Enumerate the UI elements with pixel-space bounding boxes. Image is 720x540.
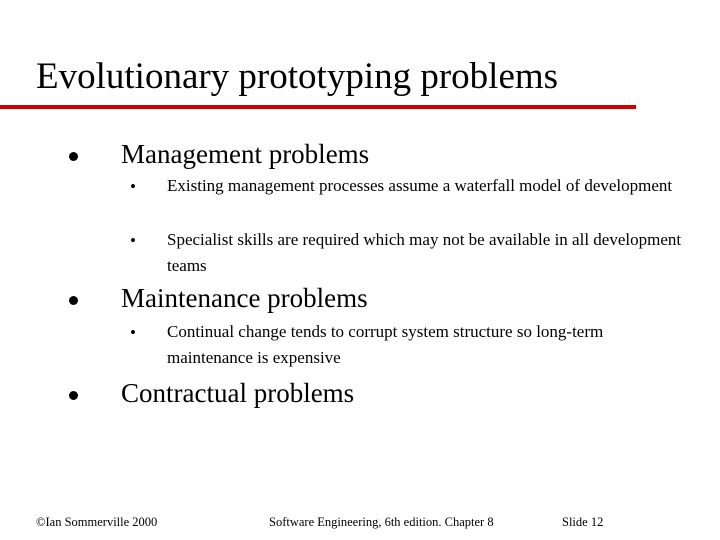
bullet-management-problems: Management problems [121,139,370,169]
bullet-dot-icon [69,152,78,161]
bullet-dot-icon [69,296,78,305]
bullet-dot-icon [69,391,78,400]
sub-bullet-waterfall: Existing management processes assume a waterfall model of development [167,176,673,195]
title-underline [0,105,636,109]
footer-book-title: Software Engineering, 6th edition. Chapter 8 [269,515,494,529]
slide-title: Evolutionary prototyping problems [36,56,559,97]
sub-bullet-continual-change: Continual change tends to corrupt system structure so long-term maintenance is expensive [167,322,604,367]
footer-copyright: ©Ian Sommerville 2000 [36,515,158,529]
bullet-contractual-problems: Contractual problems [121,378,355,408]
footer-slide-number: Slide 12 [562,515,604,529]
bullet-maintenance-problems: Maintenance problems [121,283,368,313]
sub-bullet-icon: • [130,231,136,250]
sub-bullet-icon: • [130,177,136,196]
sub-bullet-icon: • [130,323,136,342]
sub-bullet-specialist-skills: Specialist skills are required which may not be available in all development teams [167,230,682,275]
